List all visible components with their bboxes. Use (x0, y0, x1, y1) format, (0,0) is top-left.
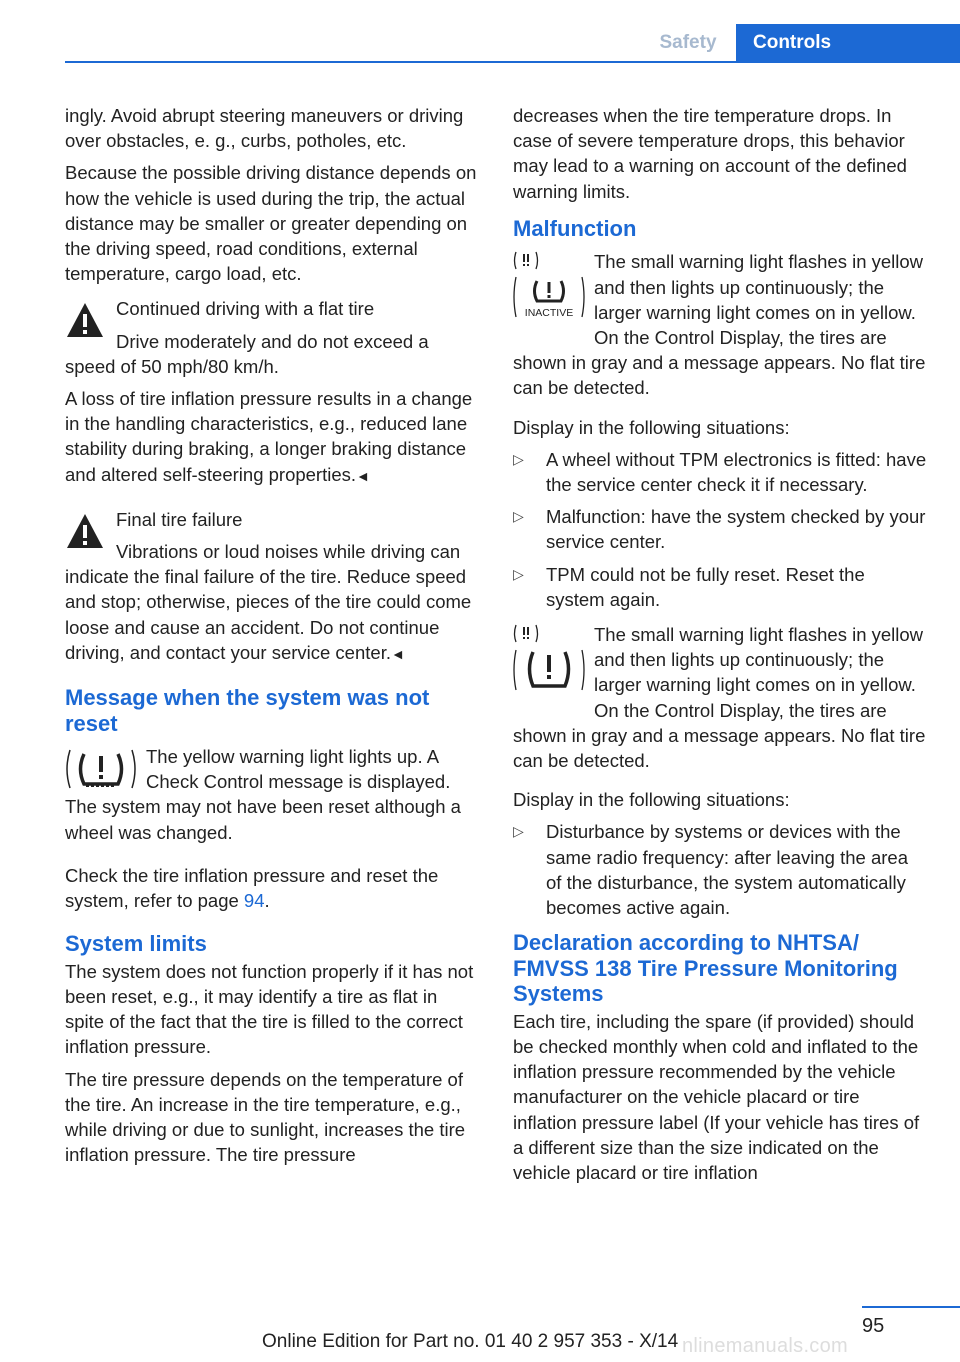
warning-triangle-icon (65, 300, 105, 340)
bullet-marker-icon: ▷ (513, 508, 524, 525)
bullet-marker-icon: ▷ (513, 823, 524, 840)
end-mark: ◄ (356, 467, 370, 484)
warning-body: Drive moderately and do not exceed a speed of 50 mph/80 km/h. (65, 330, 429, 377)
tab-controls: Controls (736, 24, 960, 62)
tab-safety: Safety (659, 31, 717, 53)
list-item-text: Malfunction: have the system checked by your service center. (546, 506, 926, 553)
warning-flat-tire (65, 296, 479, 488)
edition-note: Online Edition for Part no. 01 40 2 957 353 - X/14 (262, 1331, 679, 1352)
warning-final-failure (65, 507, 479, 667)
list-item (513, 504, 927, 554)
tire-pressure-warning-lamp (64, 744, 138, 794)
list-item-text: A wheel without TPM electronics is fitted: have the service center check it if necessary. (546, 448, 927, 495)
paragraph: The small warning light flashes in yellow and then lights up continuously; the larger warning light comes on in yellow. On the Control Display, the tires are shown in gray and a message appears. No flat tire can be detected. (513, 251, 926, 399)
paragraph: Display in the following situations: (513, 789, 790, 811)
paragraph: Each tire, including the spare (if provided) should be checked monthly when cold and inflated to the inflation pressure recommended by the vehicle manufacturer on the vehicle placard or tire inflation pressure label (If your vehicle has tires of a different size than the size indicated on the vehicle placard or tire inflation (513, 1010, 920, 1183)
list-item-text: TPM could not be fully reset. Reset the system again. (546, 563, 865, 610)
heading-malfunction: Malfunction (513, 215, 637, 241)
left-column (65, 103, 479, 1174)
page-number: 95 (862, 1315, 885, 1337)
list-item-text: Disturbance by systems or devices with the same radio frequency: after leaving the area of the disturbance, the system automatically becomes active again. (546, 821, 908, 918)
right-column (513, 103, 927, 1192)
tpm-warning-icon (512, 622, 586, 698)
warning-title: Continued driving with a flat tire (116, 298, 375, 320)
heading-not-reset: Message when the system was not reset (65, 685, 430, 736)
watermark: nlinemanuals.com (682, 1335, 848, 1357)
paragraph: Because the possible driving distance depends on how the vehicle is used during the trip, the actual distance may be smaller or greater depending on the driving speed, road conditions, external temperature, cargo load, etc. (65, 162, 477, 285)
paragraph: Display in the following situations: (513, 416, 790, 438)
header-rule (65, 61, 960, 63)
heading-declaration: Declaration according to NHTSA/ FMVSS 138 Tire Pressure Monitoring Systems (513, 930, 898, 1007)
bullet-marker-icon: ▷ (513, 450, 524, 467)
warning-triangle-icon (65, 511, 105, 551)
paragraph: decreases when the tire temperature drops. In case of severe temperature drops, this behavior may lead to a warning on account of the defined warning limits. (513, 105, 907, 202)
paragraph: The yellow warning light lights up. A Check Control message is displayed. The system may not have been reset although a wheel was changed. (65, 746, 461, 843)
punctuation: . (264, 890, 270, 912)
inactive-label: INACTIVE (524, 307, 574, 320)
list-item (513, 819, 927, 920)
paragraph: The small warning light flashes in yellow and then lights up continuously; the larger warning light comes on in yellow. On the Control Display, the tires are shown in gray and a message appears. No flat tire can be detected. (513, 623, 926, 771)
malfunction-block-2 (513, 622, 927, 773)
tpm-inactive-icon (512, 249, 586, 325)
warning-body: Vibrations or loud noises while driving can indicate the final failure of the tire. Reduce speed and stop; otherwise, pieces of the tire could come loose and cause an accident. Do not continue driving, and contact your service center. (65, 541, 472, 663)
paragraph: The system does not function properly if it has not been reset, e.g., it may identify a tire as flat in spite of the fact that the tire is filled to the correct inflation pressure. (65, 960, 474, 1058)
list-item (513, 447, 927, 497)
tire-pressure-icon (64, 744, 138, 794)
heading-system-limits: System limits (65, 931, 207, 957)
bullet-marker-icon: ▷ (513, 565, 524, 582)
situations-list-1 (513, 447, 927, 612)
situations-list-2 (513, 819, 927, 920)
tpm-warning-lamps (512, 622, 586, 698)
not-reset-block (65, 744, 479, 845)
page-reference-link[interactable]: 94 (243, 890, 265, 912)
footer-rule (862, 1306, 960, 1308)
list-item (513, 562, 927, 612)
warning-body-2: A loss of tire inflation pressure results in a change in the handling characteristics, e.g., reduced lane stability during braking, a longer braking distance and altered self-steering properties. (65, 388, 473, 485)
paragraph: The tire pressure depends on the temperature of the tire. An increase in the tire temperature, e.g., while driving or due to sunlight, increases the tire inflation pressure. The tire pressure (65, 1068, 466, 1166)
end-mark: ◄ (390, 645, 405, 662)
malfunction-block-1 (513, 249, 927, 400)
paragraph: Check the tire inflation pressure and reset the system, refer to page (65, 864, 439, 912)
warning-title: Final tire failure (116, 508, 243, 530)
tpm-inactive-lamps (512, 249, 586, 325)
paragraph: ingly. Avoid abrupt steering maneuvers or driving over obstacles, e. g., curbs, potholes, etc. (65, 105, 464, 152)
